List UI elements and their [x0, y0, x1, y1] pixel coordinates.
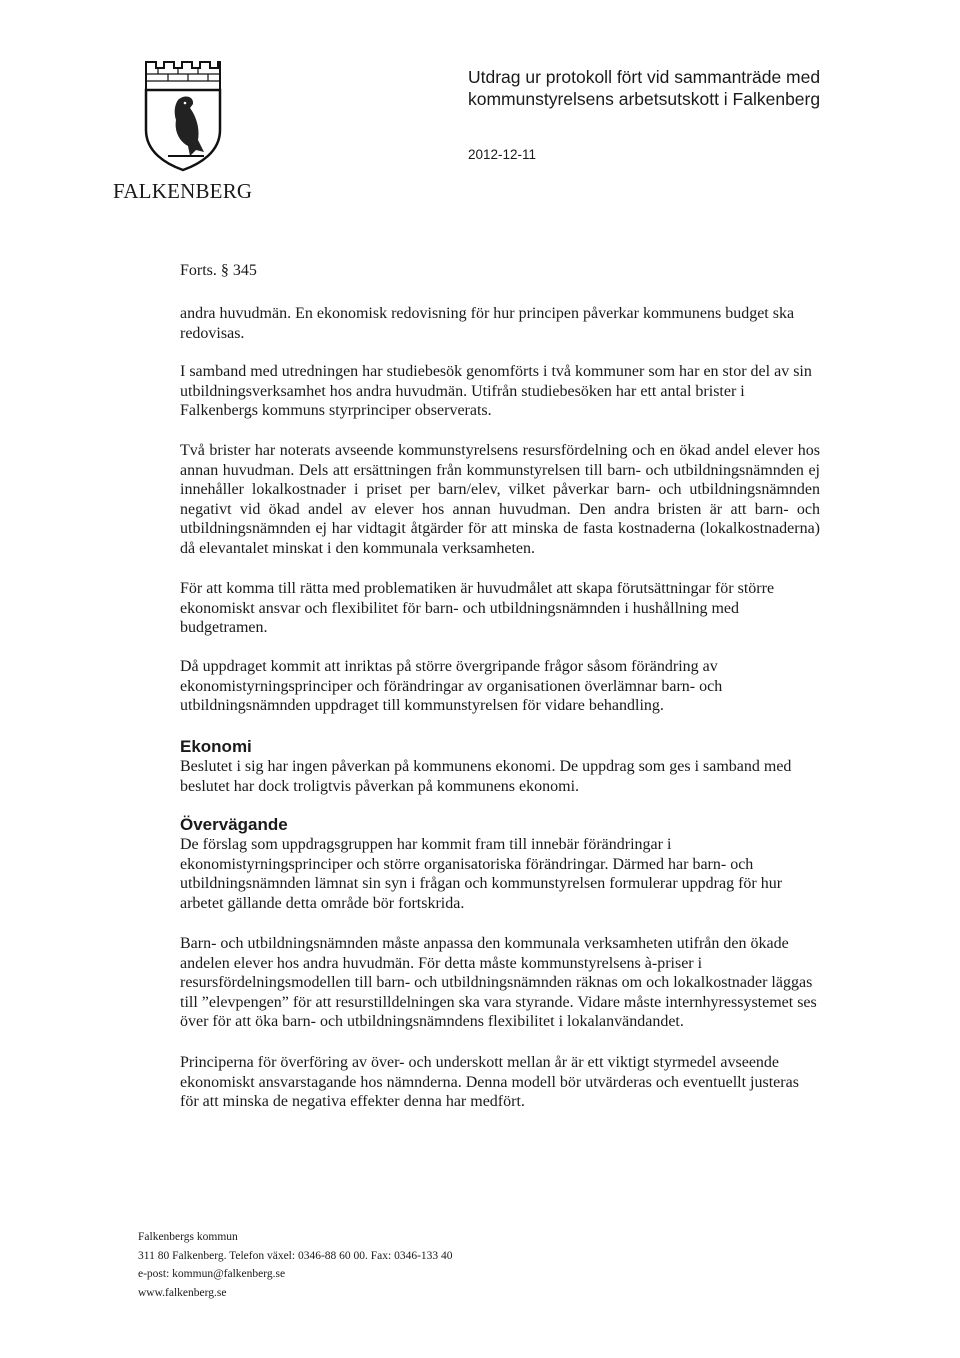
overvagande-paragraph-2: Barn- och utbildningsnämnden måste anpassa den kommunala verksamheten utifrån den ökade andelen elever hos andra huvudmän. För detta måste kommunstyrelsens à-priser i resursfördelningsmodellen till barn- och utbildningsnämnden räknas om och lokalkostnader läggas till ”elevpengen” för att resurstilldelningen ska vara styrande. Vidare måste internhyressystemet ses över för att öka barn- och utbildningsnämndens flexibilitet i lokalanvändandet. [180, 935, 817, 1030]
heading-overvagande: Övervägande [180, 815, 288, 834]
footer-website: www.falkenberg.se [138, 1286, 227, 1299]
footer-email: e-post: kommun@falkenberg.se [138, 1268, 286, 1280]
overvagande-paragraph-1: De förslag som uppdragsgruppen har kommit fram till innebär förändringar i ekonomistyrningsprinciper och större organisatoriska förändringar. Därmed har barn- och utbildningsnämnden lämnat sin syn i frågan och kommunstyrelsen formulerar uppdrag för hur arbetet gällande detta område bör fortskrida. [180, 836, 783, 912]
paragraph-2: I samband med utredningen har studiebesök genomförts i två kommuner som har en stor del av sin utbildningsverksamhet hos andra huvudmän. Utifrån studiebesöken har ett antal brister i Falkenbergs kommuns styrprinciper observerats. [180, 363, 812, 419]
ekonomi-text: Beslutet i sig har ingen påverkan på kommunens ekonomi. De uppdrag som ges i samband med beslutet har dock troligtvis påverkan på kommunens ekonomi. [180, 758, 792, 795]
municipality-name: FALKENBERG [113, 179, 253, 203]
protocol-title-line-2: kommunstyrelsens arbetsutskott i Falkenberg [468, 89, 821, 109]
heading-ekonomi: Ekonomi [180, 737, 252, 756]
overvagande-paragraph-3: Principerna för överföring av över- och underskott mellan år är ett viktigt styrmedel avseende ekonomiskt ansvarstagande hos nämnderna. Denna modell bör utvärderas och eventuellt justeras för att minska de negativa effekter denna har medfört. [180, 1054, 799, 1110]
paragraph-5: Då uppdraget kommit att inriktas på större övergripande frågor såsom förändring av ekonomistyrningsprinciper och förändringar av organisationen överlämnar barn- och utbildningsnämnden uppdraget till kommunstyrelsen för vidare behandling. [180, 658, 723, 714]
paragraph-4: För att komma till rätta med problematiken är huvudmålet att skapa förutsättningar för större ekonomiskt ansvar och flexibilitet för barn- och utbildningsnämnden i hushållning med budgetramen. [180, 580, 775, 636]
coat-of-arms-logo [138, 60, 228, 172]
footer [138, 1228, 453, 1302]
footer-organization: Falkenbergs kommun [138, 1231, 238, 1243]
paragraph-3: Två brister har noterats avseende kommunstyrelsens resursfördelning och en ökad andel elever hos annan huvudman. Dels att ersättningen från kommunstyrelsen till barn- och utbildningsnämnden ej innehåller lokalkostnader i priset per barn/elev, vilket påverkar barn- och utbildningsnämnden negativt vid ökad andel av elever hos annan huvudman. Den andra bristen är att barn- och utbildningsnämnden ej har vidtagit åtgärder för att minska de fasta kostnaderna (lokalkostnaderna) då elevantalet minskat i den kommunala verksamheten. [180, 442, 820, 557]
protocol-title [468, 66, 820, 110]
section-reference: Forts. § 345 [180, 262, 257, 279]
protocol-title-line-1: Utdrag ur protokoll fört vid sammanträde med [468, 67, 821, 87]
paragraph-1: andra huvudmän. En ekonomisk redovisning för hur principen påverkar kommunens budget ska redovisas. [180, 305, 795, 342]
meeting-date: 2012-12-11 [468, 147, 537, 162]
footer-address: 311 80 Falkenberg. Telefon växel: 0346-88 60 00. Fax: 0346-133 40 [138, 1249, 453, 1262]
